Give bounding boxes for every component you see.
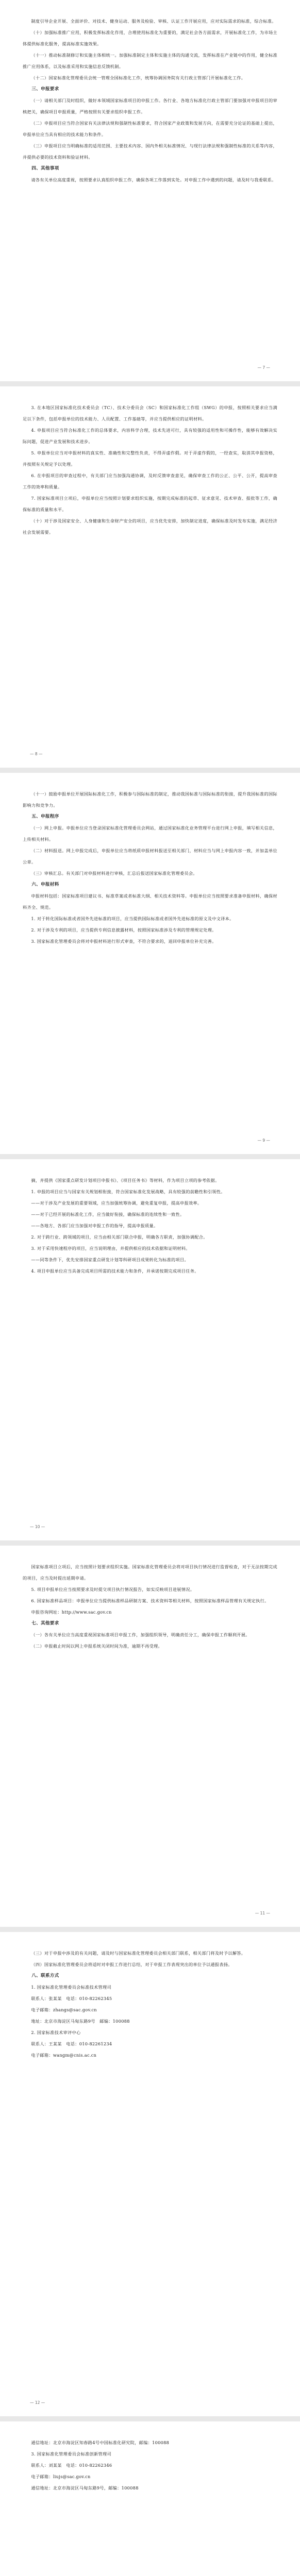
paragraph: 2. 国家标准技术审评中心 <box>31 2030 81 2035</box>
section-heading: 三、申报要求 <box>31 87 59 92</box>
paragraph: 1. 申报的项目应当与国家有关规划相衔接，符合国家标准化发展战略，具有较强的前瞻性和引领性。 <box>31 1189 225 1194</box>
paragraph: 联系人：张某某 电话：010-82262345 <box>31 1996 112 2001</box>
paragraph: （三）申报项目应当明确标准的适用范围、主要技术内容、国内外相关标准情况、与现行法律法规和强制性标准的关系等内容，并提供必要的技术资料和验证材料。 <box>23 143 277 160</box>
section-heading: 七、其他要求 <box>31 1621 59 1626</box>
paragraph: （四）国家标准化管理委员会将适时对申报工作进行总结，对于申报工作表现突出的单位予以通报表扬。 <box>31 1962 232 1967</box>
paragraph: 3. 国家标准化管理委员会标准创新管理司 <box>31 2451 111 2456</box>
paragraph: 6. 在申报项目的审查过程中，有关部门应当加强沟通协调，及时反馈审查意见，确保审查工作的公正、公平、公开，提高审查工作的效率和质量。 <box>23 473 277 489</box>
page-separator <box>0 1927 300 1932</box>
page-body <box>23 1561 277 1652</box>
paragraph: （十一）推动标准制修订和实施主体相统一。加强标准制定主体和实施主体的沟通交流，发挥标准在产业链中的作用，健全标准推广应用体系，以及标准采用和实施信息反馈机制。 <box>23 53 277 69</box>
paragraph: 请各有关单位高度重视，按照要求认真组织申报工作，确保各项工作落到实处。对申报工作中遇到的问题，请及时与我委联系。 <box>31 177 276 182</box>
paragraph: 电子邮箱：liujs@sac.gov.cn <box>31 2474 91 2479</box>
page-body <box>23 15 277 185</box>
page-separator <box>0 1154 300 1159</box>
document-page <box>0 1932 300 2416</box>
paragraph: 电子邮箱：wangm@cnis.ac.cn <box>31 2053 97 2058</box>
page-body <box>23 2437 277 2494</box>
paragraph: 通信地址：北京市海淀区马甸东路9号，邮编：100088 <box>31 2485 139 2490</box>
document-page <box>0 386 300 768</box>
page-number: — 10 — <box>30 1524 45 1529</box>
page-number: — 9 — <box>257 1138 270 1143</box>
page-separator <box>0 768 300 773</box>
section-heading: 五、申报程序 <box>31 814 59 819</box>
paragraph: （一）网上申报。申报单位应当登录国家标准化管理委员会网站，通过国家标准化业务管理平台进行网上申报，填写相关信息，上传相关材料。 <box>23 825 277 842</box>
paragraph: （十二）国家标准化管理委员会统一管理全国标准化工作，统筹协调国务院有关行政主管部门开展标准化工作。 <box>31 75 246 80</box>
paragraph: 地址：北京市海淀区马甸东路9号 邮编：100088 <box>31 2019 130 2024</box>
section-heading: 八、联系方式 <box>31 1973 59 1978</box>
paragraph: 国家标准项目立项后，应当按照计划要求组织实施。国家标准化管理委员会将对项目执行情况进行监督检查，对于无法按期完成的项目，应当及时提出延期申请。 <box>23 1564 277 1581</box>
paragraph: （十）加强标准推广应用，积极发挥标准化作用，合理使用标准化为重要的，满足社会各方面需求，开展标准化工作，为市场主体提供标准化服务，提高标准实施效果。 <box>23 30 277 46</box>
paragraph: 摘，并提供《国家重点研发计划项目申报书》、《项目任务书》等材料，作为项目立项的参考依据。 <box>31 1178 220 1183</box>
paragraph: 申报材料包括：国家标准项目建议书、标准草案或者标准大纲、相关技术资料等。申报单位应当按照要求准备申报材料，确保材料齐全、规范。 <box>23 893 277 910</box>
paragraph: 3. 国家标准化管理委员会将对申报材料进行形式审查，不符合要求的，退回申报单位补充完善。 <box>31 939 216 944</box>
paragraph: 2. 对于涉及专利的项目，应当提供专利信息披露材料，按照国家标准涉及专利的管理规定处理。 <box>31 927 216 933</box>
paragraph: 3. 对于采用快速程序的项目，应当说明理由，并提供相应的技术依据和证明材料。 <box>31 1246 190 1251</box>
paragraph: （三）对于申报中涉及的有关问题，请及时与国家标准化管理委员会相关部门联系，相关部门将及时予以解答。 <box>31 1951 246 1956</box>
paragraph: （一）各有关单位应当高度重视国家标准项目申报工作，加强组织领导，明确责任分工，确保申报工作顺利开展。 <box>31 1632 250 1637</box>
paragraph: （二）申报截止时间以网上申报系统关闭时间为准，逾期不再受理。 <box>31 1643 163 1649</box>
page-number: — 12 — <box>30 2400 45 2405</box>
paragraph: （二）申报项目应当符合国家有关法律法规和强制性标准要求，符合国家产业政策和发展方向，在需要充分论证的基础上提出，申报单位应当具有相应的技术能力和条件。 <box>23 121 277 137</box>
paragraph: 5. 申报单位应当对申报材料的真实性、准确性和完整性负责，不得弄虚作假。对于弄虚作假的，一经查实，取消其申报资格，并按照有关规定予以处理。 <box>23 450 277 467</box>
document-page <box>0 0 300 381</box>
paragraph: （一）请相关部门及时组织，做好本领域国家标准项目的申报工作。各行业、各地方标准化行政主管部门要加强对申报项目的审核把关，确保项目申报质量，严格按照有关要求组织申报工作。 <box>23 98 277 114</box>
paragraph: 5. 项目申报单位应当按照要求及时提交项目执行情况报告，如实反映项目进展情况。 <box>31 1587 195 1592</box>
paragraph: （三）审核汇总。有关部门对申报材料进行审核，汇总后报送国家标准化管理委员会。 <box>31 871 197 876</box>
document-page <box>0 773 300 1154</box>
paragraph: （二）材料报送。网上申报完成后，申报单位应当将纸质申报材料报送至相关部门，材料应当与网上申报内容一致，并加盖单位公章。 <box>23 848 277 865</box>
paragraph: 3. 在本地区国家标准化技术委员会（TC）、技术分委员会（SC）和国家标准化工作组（SWG）的申报，按照相关要求应当满足以下条件，包括申报单位的技术能力、人员配置、工作基础等，并应当提供相应的证明材料。 <box>23 405 277 421</box>
paragraph: 联系人：王某某 电话：010-82261234 <box>31 2041 112 2046</box>
paragraph: 申报咨询网址：http://www.sac.gov.cn <box>31 1609 112 1615</box>
paragraph: ——同等条件下，优先安排国家重点研发计划等科研项目成果转化为标准的项目。 <box>31 1257 189 1262</box>
page-body <box>23 1947 277 2061</box>
section-heading: 四、其他事项 <box>31 166 59 171</box>
page-body <box>23 788 277 947</box>
page-number: — 7 — <box>257 365 270 370</box>
paragraph: ——对于涉及产业发展的重要领域，应当加强统筹协调，避免重复申报，提高申报效率。 <box>31 1200 202 1206</box>
paragraph: 1. 国家标准化管理委员会标准技术管理司 <box>31 1985 111 1990</box>
page-separator <box>0 381 300 386</box>
paragraph: （十一）鼓励申报单位开展国际标准化工作，积极参与国际标准的制定，推动我国标准与国际标准的衔接，提升我国标准的国际影响力和竞争力。 <box>23 791 277 808</box>
paragraph: （十）对于涉及国家安全、人身健康和生命财产安全的项目，应当优先安排，加快制定进度，确保标准及时发布实施，满足经济社会发展需要。 <box>23 518 277 535</box>
paragraph: 2. 对于跨行业、跨领域的项目，应当由相关部门联合申报，明确各方职责，加强协调配合。 <box>31 1234 208 1240</box>
paragraph: 4. 申报项目应当符合标准化工作的总体要求，内容科学合理，技术先进可行，具有较强的适用性和可操作性，能够有效解决实际问题，促进产业发展和技术进步。 <box>23 428 277 444</box>
document-page <box>0 2421 300 2576</box>
paragraph: 电子邮箱：zhangs@sac.gov.cn <box>31 2007 97 2012</box>
paragraph: ——对于已经开展的标准化工作，应当做好衔接，确保标准的连续性和一致性。 <box>31 1212 185 1217</box>
page-separator <box>0 1540 300 1546</box>
page-body <box>23 402 277 538</box>
paragraph: 通信地址：北京市海淀区知春路4号中国标准化研究院，邮编：100088 <box>31 2440 170 2445</box>
page-number: — 11 — <box>255 1911 270 1916</box>
paragraph: 7. 国家标准项目立项后，申报单位应当按照计划要求组织实施，按期完成标准的起草、征求意见、技术审查、报批等工作，确保标准的质量和水平。 <box>23 496 277 512</box>
page-separator <box>0 2416 300 2421</box>
paragraph: 6. 国家标准样品项目：申报单位应当提供标准样品研制方案、技术资料等相关材料，按照国家标准样品管理有关规定执行。 <box>31 1598 269 1603</box>
paragraph: 制度引导企业开展、全面评价、对技术、健身运动、服务及检验、审核、认证工作开展应用，应对实际需求的标准，综合标准。 <box>31 19 276 24</box>
page-body <box>23 1175 277 1277</box>
section-heading: 六、申报材料 <box>31 882 59 887</box>
paragraph: 联系人：刘某某 电话：010-82262346 <box>31 2463 112 2468</box>
page-number: — 8 — <box>30 752 43 756</box>
paragraph: ——各地方、各部门应当加强对申报工作的指导，提高申报质量。 <box>31 1223 158 1228</box>
document-page <box>0 1546 300 1927</box>
document-page <box>0 1159 300 1540</box>
paragraph: 1. 对于转化国际标准或者国外先进标准的项目，应当提供国际标准或者国外先进标准的原文及中文译本。 <box>31 916 234 921</box>
paragraph: 4. 项目申报单位应当具备完成项目所需的技术能力和条件，并承诺按期完成项目任务。 <box>31 1268 199 1274</box>
